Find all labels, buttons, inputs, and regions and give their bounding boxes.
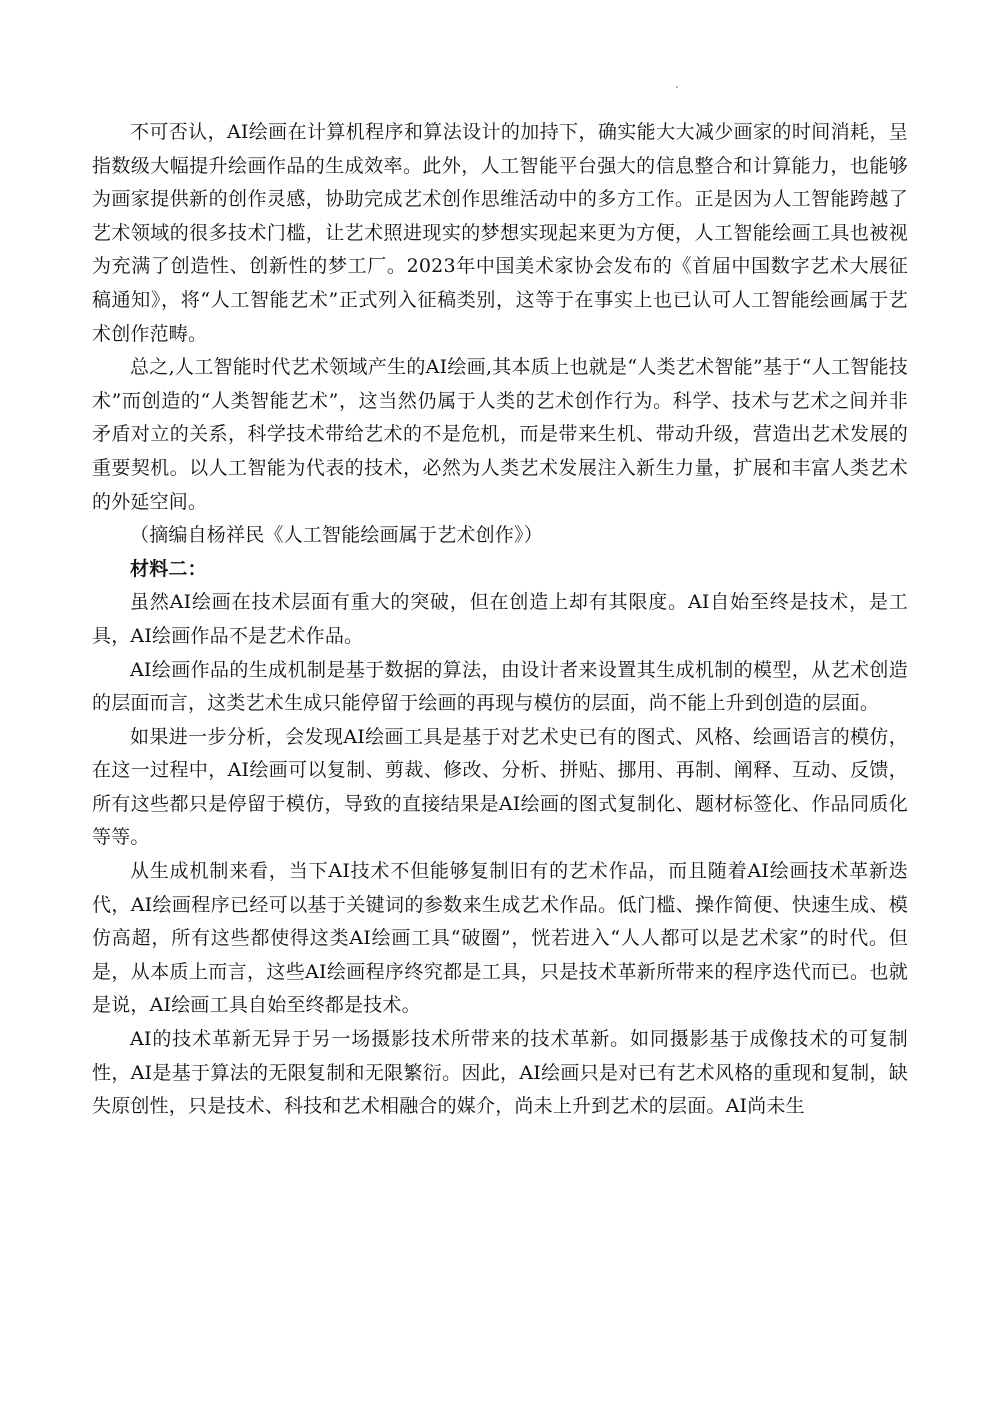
scan-mark — [676, 86, 678, 88]
paragraph-2: 总之,人工智能时代艺术领域产生的AI绘画,其本质上也就是“人类艺术智能”基于“人工智能技术”而创造的“人类智能艺术”，这当然仍属于人类的艺术创作行为。科学、技术与艺术之间并非矛盾对立的关系，科学技术带给艺术的不是危机，而是带来生机、带动升级，营造出艺术发展的重要契机。以人工智能为代表的技术，必然为人类艺术发展注入新生力量，扩展和丰富人类艺术的外延空间。 — [92, 356, 908, 513]
paragraph-7: AI的技术革新无异于另一场摄影技术所带来的技术革新。如同摄影基于成像技术的可复制性，AI是基于算法的无限复制和无限繁衍。因此，AI绘画只是对已有艺术风格的重现和复制，缺失原创性，只是技术、科技和艺术相融合的媒介，尚未上升到艺术的层面。AI尚未生 — [92, 1028, 908, 1118]
paragraph-6: 从生成机制来看，当下AI技术不但能够复制旧有的艺术作品，而且随着AI绘画技术革新迭代，AI绘画程序已经可以基于关键词的参数来生成艺术作品。低门槛、操作简便、快速生成、模仿高超，所有这些都使得这类AI绘画工具“破圈”，恍若进入“人人都可以是艺术家”的时代。但是，从本质上而言，这些AI绘画程序终究都是工具，只是技术革新所带来的程序迭代而已。也就是说，AI绘画工具自始至终都是技术。 — [92, 860, 908, 1017]
article-body — [92, 116, 908, 1124]
source-citation: （摘编自杨祥民《人工智能绘画属于艺术创作》） — [130, 524, 543, 547]
paragraph-4: AI绘画作品的生成机制是基于数据的算法，由设计者来设置其生成机制的模型，从艺术创造的层面而言，这类艺术生成只能停留于绘画的再现与模仿的层面，尚不能上升到创造的层面。 — [92, 658, 908, 715]
paragraph-1: 不可否认，AI绘画在计算机程序和算法设计的加持下，确实能大大减少画家的时间消耗，呈指数级大幅提升绘画作品的生成效率。此外，人工智能平台强大的信息整合和计算能力，也能够为画家提供新的创作灵感，协助完成艺术创作思维活动中的多方工作。正是因为人工智能跨越了艺术领域的很多技术门槛，让艺术照进现实的梦想实现起来更为方便，人工智能绘画工具也被视为充满了创造性、创新性的梦工厂。2023年中国美术家协会发布的《首届中国数字艺术大展征稿通知》，将“人工智能艺术”正式列入征稿类别，这等于在事实上也已认可人工智能绘画属于艺术创作范畴。 — [92, 121, 908, 345]
paragraph-3: 虽然AI绘画在技术层面有重大的突破，但在创造上却有其限度。AI自始至终是技术，是工具，AI绘画作品不是艺术作品。 — [92, 591, 908, 647]
section-heading: 材料二： — [130, 557, 207, 580]
paragraph-5: 如果进一步分析，会发现AI绘画工具是基于对艺术史已有的图式、风格、绘画语言的模仿，在这一过程中，AI绘画可以复制、剪裁、修改、分析、拼贴、挪用、再制、阐释、互动、反馈，所有这些都只是停留于模仿，导致的直接结果是AI绘画的图式复制化、题材标签化、作品同质化等等。 — [92, 725, 908, 849]
